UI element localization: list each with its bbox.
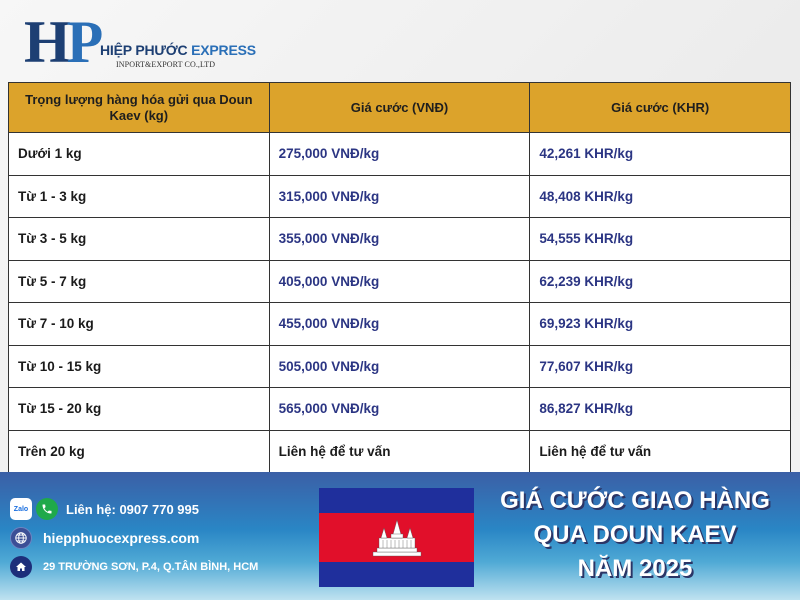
cell-price-khr: 42,261 KHR/kg <box>530 133 791 176</box>
cell-price-khr: 86,827 KHR/kg <box>530 388 791 431</box>
cell-weight: Từ 15 - 20 kg <box>9 388 270 431</box>
banner-headline: GIÁ CƯỚC GIAO HÀNG QUA DOUN KAEV NĂM 2025 <box>500 487 770 582</box>
cell-price-vnd: 455,000 VNĐ/kg <box>269 303 530 346</box>
table-row <box>9 388 791 431</box>
table-row <box>9 345 791 388</box>
footer-banner <box>0 472 800 600</box>
cell-price-vnd: 315,000 VNĐ/kg <box>269 175 530 218</box>
globe-icon <box>10 527 32 549</box>
cell-weight: Trên 20 kg <box>9 430 270 473</box>
cell-weight: Từ 7 - 10 kg <box>9 303 270 346</box>
home-icon <box>10 556 32 578</box>
phone-icon[interactable] <box>36 498 58 520</box>
header-price-vnd: Giá cước (VNĐ) <box>269 83 530 133</box>
contact-address <box>10 556 258 578</box>
phone-text: Liên hệ: 0907 770 995 <box>66 501 199 517</box>
table-row <box>9 175 791 218</box>
contact-phone[interactable] <box>10 498 199 520</box>
company-subtitle: INPORT&EXPORT CO.,LTD <box>116 60 216 69</box>
table-row <box>9 133 791 176</box>
cell-price-khr: 54,555 KHR/kg <box>530 218 791 261</box>
table-row <box>9 260 791 303</box>
company-logo <box>24 9 256 75</box>
table-header-row <box>9 83 791 133</box>
zalo-icon[interactable]: Zalo <box>10 498 32 520</box>
header-weight: Trọng lượng hàng hóa gửi qua Doun Kaev (kg) <box>9 83 270 133</box>
website-link[interactable]: hiepphuocexpress.com <box>43 530 200 546</box>
table-row <box>9 303 791 346</box>
cell-price-khr: 77,607 KHR/kg <box>530 345 791 388</box>
cell-price-vnd: 405,000 VNĐ/kg <box>269 260 530 303</box>
cell-weight: Dưới 1 kg <box>9 133 270 176</box>
contact-website[interactable] <box>10 527 199 549</box>
cell-price-khr: Liên hệ để tư vấn <box>530 430 791 473</box>
cell-price-vnd: 565,000 VNĐ/kg <box>269 388 530 431</box>
cell-price-khr: 62,239 KHR/kg <box>530 260 791 303</box>
cambodia-flag <box>319 488 474 587</box>
cell-price-khr: 48,408 KHR/kg <box>530 175 791 218</box>
cell-weight: Từ 5 - 7 kg <box>9 260 270 303</box>
company-name: HIỆP PHƯỚC EXPRESS <box>100 42 256 58</box>
cell-price-khr: 69,923 KHR/kg <box>530 303 791 346</box>
cell-price-vnd: 355,000 VNĐ/kg <box>269 218 530 261</box>
table-row <box>9 430 791 473</box>
cell-price-vnd: 505,000 VNĐ/kg <box>269 345 530 388</box>
cell-price-vnd: 275,000 VNĐ/kg <box>269 133 530 176</box>
logo-monogram: HP <box>24 9 100 75</box>
cell-weight: Từ 1 - 3 kg <box>9 175 270 218</box>
cell-weight: Từ 10 - 15 kg <box>9 345 270 388</box>
table-row <box>9 218 791 261</box>
shipping-rate-table <box>8 82 791 473</box>
header-price-khr: Giá cước (KHR) <box>530 83 791 133</box>
cell-weight: Từ 3 - 5 kg <box>9 218 270 261</box>
cell-price-vnd: Liên hệ để tư vấn <box>269 430 530 473</box>
angkor-wat-icon <box>369 518 425 558</box>
address-text: 29 TRƯỜNG SƠN, P.4, Q.TÂN BÌNH, HCM <box>43 561 259 573</box>
